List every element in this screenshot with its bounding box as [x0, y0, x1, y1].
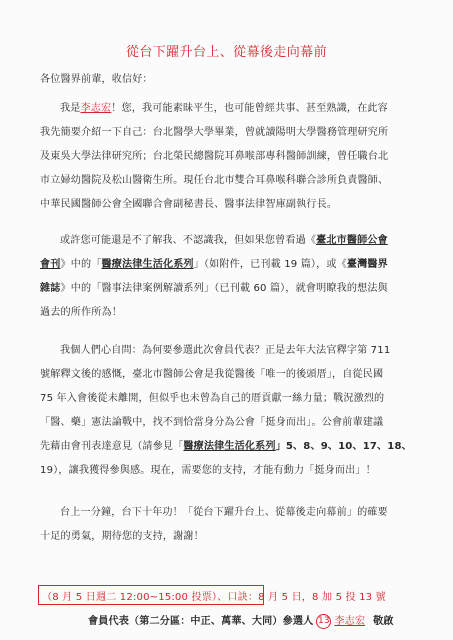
p3-line3: 75 年入會後從未離開，但似乎也未曾為自己的厝貢獻一絲力量；戰況激烈的	[40, 393, 385, 404]
p3-line2: 號解釋文後的感慨，臺北市醫師公會是我從醫後「唯一的後頭厝」，自從民國	[40, 369, 384, 380]
p1-line4: 市立婦幼醫院及松山醫衛生所。現任台北市雙合耳鼻喉科聯合診所負責醫師、	[40, 175, 389, 186]
candidate-name: 李志宏	[80, 103, 112, 114]
p3-line4: 「醫、藥」憲法論戰中，找不到恰當身分為公會「挺身而出」。公會前輩建議	[40, 417, 384, 428]
p1-line1: 我是李志宏！您，我可能素昧平生，也可能曾經共事、甚至熟識，在此容	[60, 103, 388, 114]
p4-line1: 台上一分鐘，台下十年功！「從台下躍升台上、從幕後走向幕前」的確要	[60, 507, 388, 518]
p3-line6: 19），讓我獲得參與感。現在，需要您的支持，才能有動力「挺身而出」！	[40, 465, 376, 476]
greeting: 各位醫界前輩，收信好：	[40, 74, 153, 85]
p3-line1: 我個人們心自問：為何要參選此次會員代表？正是去年大法官釋字第 711	[60, 345, 391, 356]
p1-line3: 及東吳大學法律研究所；台北榮民總醫院耳鼻喉部專科醫師訓練，曾任職台北	[40, 151, 389, 162]
signature-name: 李志宏	[334, 616, 366, 627]
p1-line5: 中華民國醫師公會全國聯合會副秘書長、醫事法律智庫副執行長。	[40, 199, 338, 210]
vote-line	[42, 588, 386, 603]
p4-line2: 十足的勇氣，期待您的支持，謝謝！	[40, 531, 204, 542]
signature-line: 會員代表（第二分區：中正、萬華、大同）參選人 13 李志宏 敬啟	[88, 615, 394, 627]
candidate-number-badge: 13	[316, 614, 331, 629]
p1-line2: 我先簡要介紹一下自己：台北醫學大學畢業，曾就讀陽明大學醫務管理研究所	[40, 127, 389, 138]
vote-time: （8 月 5 日週二 12:00~15:00 投票）	[42, 592, 218, 603]
p2-line2: 會刊》中的「醫療法律生活化系列」（如附件，已刊載 19 篇），或《臺灣醫界	[40, 259, 388, 270]
p2-line1: 或許您可能還是不了解我、不認識我，但如果您曾看過《臺北市醫師公會	[60, 235, 388, 246]
p2-line3: 雜誌》中的「醫事法律案例解讀系列」（已刊載 60 篇），就會明瞭我的想法與	[40, 283, 388, 294]
letter-title: 從台下躍升台上、從幕後走向幕前	[125, 45, 327, 60]
p3-line5: 先藉由會刊表達意見（請參見「醫療法律生活化系列」5、8、9、10、17、18、	[40, 441, 412, 452]
p2-line4: 過去的所作所為！	[40, 307, 122, 318]
vote-slogan: 、口訣：8 月 5 日，8 加 5 投 13 號	[217, 592, 386, 603]
